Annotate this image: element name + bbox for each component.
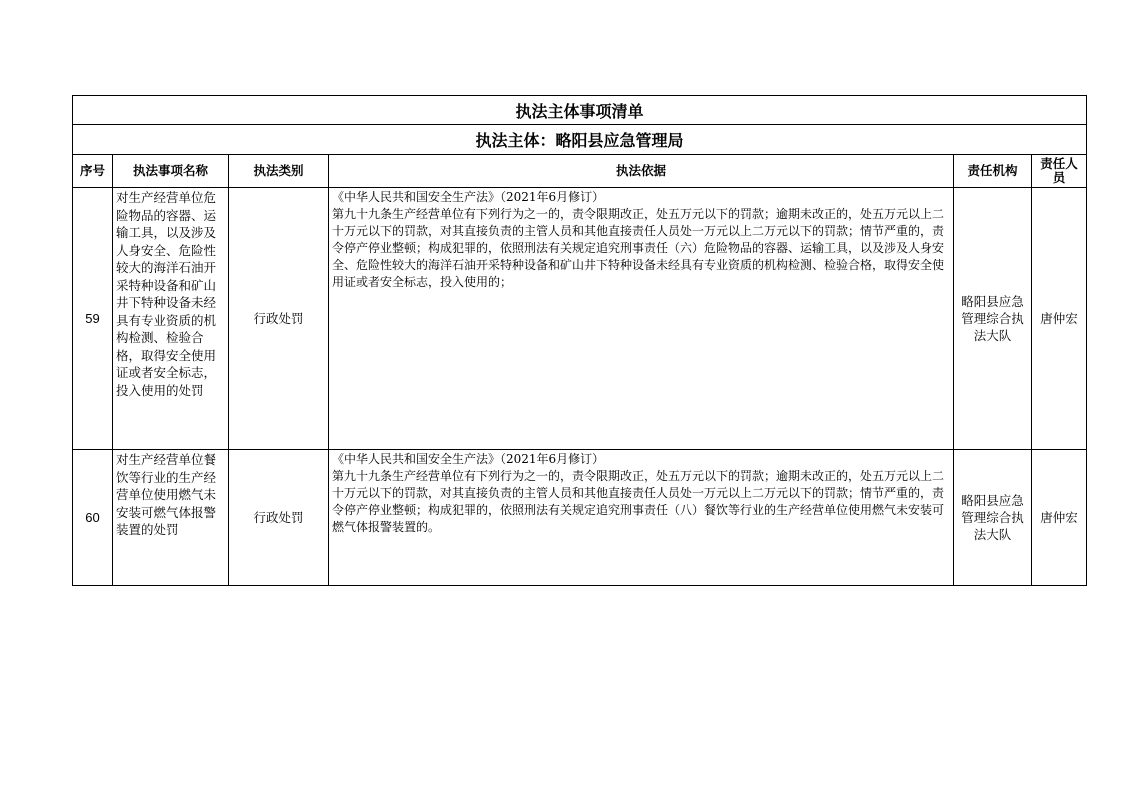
sheet-title: 执法主体事项清单 <box>73 96 1087 125</box>
row-basis <box>329 450 954 586</box>
row-category: 行政处罚 <box>229 450 329 586</box>
row-basis <box>329 188 954 450</box>
row-category: 行政处罚 <box>229 188 329 450</box>
enforcement-items-table <box>72 95 1087 586</box>
header-agency: 责任机构 <box>954 155 1032 188</box>
table-row <box>73 188 1087 450</box>
row-person: 唐仲宏 <box>1032 450 1087 586</box>
basis-law: 《中华人民共和国安全生产法》（2021年6月修订） <box>332 190 605 204</box>
header-row <box>73 155 1087 188</box>
row-seq: 59 <box>73 188 113 450</box>
header-person: 责任人员 <box>1032 155 1087 188</box>
row-item-name: 对生产经营单位危险物品的容器、运输工具，以及涉及人身安全、危险性较大的海洋石油开采特种设备和矿山井下特种设备未经具有专业资质的机构检测、检验合格，取得安全使用证或者安全标志，投入使用的处罚 <box>113 188 229 450</box>
row-item-name: 对生产经营单位餐饮等行业的生产经营单位使用燃气未安装可燃气体报警装置的处罚 <box>113 450 229 586</box>
row-agency: 略阳县应急管理综合执法大队 <box>954 450 1032 586</box>
basis-text: 第九十九条生产经营单位有下列行为之一的，责令限期改正，处五万元以下的罚款；逾期未改正的，处五万元以上二十万元以下的罚款，对其直接负责的主管人员和其他直接责任人员处一万元以上二万元以下的罚款；情节严重的，责令停产停业整顿；构成犯罪的，依照刑法有关规定追究刑事责任（六）危险物品的容器、运输工具，以及涉及人身安全、危险性较大的海洋石油开采特种设备和矿山井下特种设备未经具有专业资质的机构检测、检验合格，取得安全使用证或者安全标志，投入使用的； <box>332 207 945 289</box>
header-name: 执法事项名称 <box>113 155 229 188</box>
row-seq: 60 <box>73 450 113 586</box>
basis-law: 《中华人民共和国安全生产法》（2021年6月修订） <box>332 452 605 466</box>
row-agency: 略阳县应急管理综合执法大队 <box>954 188 1032 450</box>
subtitle-row <box>73 125 1087 155</box>
table-row <box>73 450 1087 586</box>
header-category: 执法类别 <box>229 155 329 188</box>
title-row <box>73 96 1087 125</box>
enforcement-subject: 执法主体：略阳县应急管理局 <box>73 125 1087 155</box>
header-seq: 序号 <box>73 155 113 188</box>
row-person: 唐仲宏 <box>1032 188 1087 450</box>
header-basis: 执法依据 <box>329 155 954 188</box>
basis-text: 第九十九条生产经营单位有下列行为之一的，责令限期改正，处五万元以下的罚款；逾期未改正的，处五万元以上二十万元以下的罚款，对其直接负责的主管人员和其他直接责任人员处一万元以上二万元以下的罚款；情节严重的，责令停产停业整顿；构成犯罪的，依照刑法有关规定追究刑事责任（八）餐饮等行业的生产经营单位使用燃气未安装可燃气体报警装置的。 <box>332 469 945 534</box>
